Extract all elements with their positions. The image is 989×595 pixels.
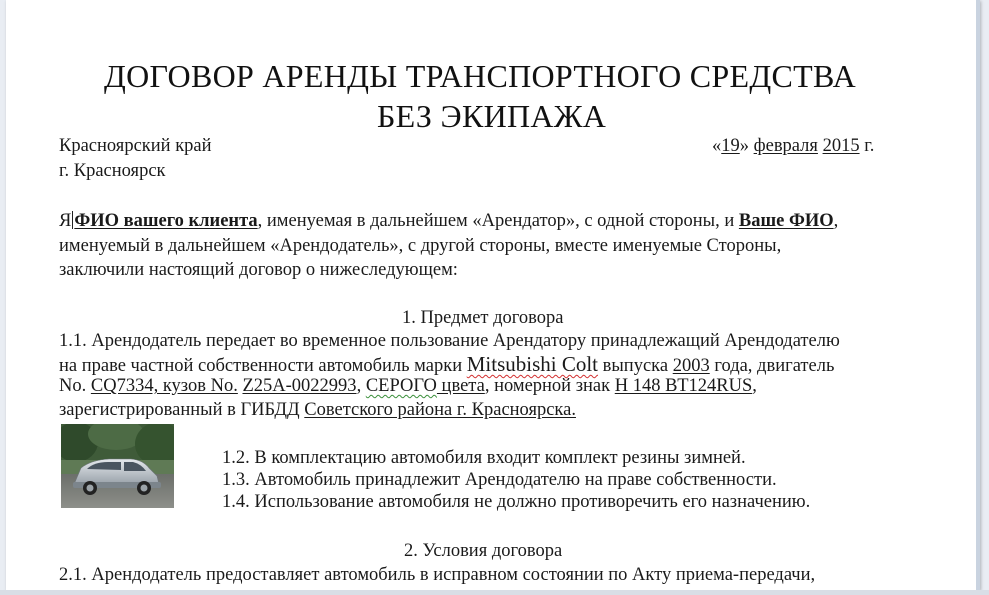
client-name-field[interactable]: ФИО вашего клиента <box>74 211 258 231</box>
region-text: Красноярский край <box>59 136 212 156</box>
car-color-field[interactable]: СЕРОГО <box>365 376 437 396</box>
car-photo[interactable] <box>61 424 174 508</box>
clause-1-1-line3: No. CQ7334, кузов No. Z25A-0022993, СЕРОГО цвета, номерной знак Н 148 ВТ124RUS, <box>59 376 757 396</box>
intro-line3: заключили настоящий договор о нижеследующем: <box>59 260 458 280</box>
intro-line2: именуемый в дальнейшем «Арендодатель», с другой стороны, вместе именуемые Стороны, <box>59 236 782 256</box>
section1-heading: 1. Предмет договора <box>402 308 564 328</box>
your-name-field[interactable]: Ваше ФИО <box>738 211 834 231</box>
clause-1-3: 1.3. Автомобиль принадлежит Арендодателю на праве собственности. <box>222 470 777 490</box>
section2-heading: 2. Условия договора <box>404 541 563 561</box>
clause-1-4: 1.4. Использование автомобиля не должно противоречить его назначению. <box>222 492 811 512</box>
document-page <box>6 0 980 590</box>
date-day[interactable]: 19 <box>721 136 740 156</box>
registration-district-field[interactable]: Советского района г. Красноярска. <box>304 400 576 420</box>
contract-date: «19» февраля 2015 г. <box>712 136 875 156</box>
license-plate-field[interactable]: Н 148 ВТ124RUS <box>614 376 753 396</box>
city-text: г. Красноярск <box>59 161 166 181</box>
window-bottom-edge <box>0 590 989 595</box>
date-month[interactable]: февраля <box>753 136 818 156</box>
intro-line1: Я ФИО вашего клиента, именуемая в дальнейшем «Арендатор», с одной стороны, и Ваше ФИО, <box>59 211 839 231</box>
clause-2-1: 2.1. Арендодатель предоставляет автомобиль в исправном состоянии по Акту приема-передачи, <box>59 565 816 585</box>
engine-number-field[interactable]: CQ7334, кузов No. <box>90 376 238 396</box>
document-title-line1: ДОГОВОР АРЕНДЫ ТРАНСПОРТНОГО СРЕДСТВА <box>104 58 857 94</box>
clause-1-1-line2: на праве частной собственности автомобиль марки Mitsubishi Colt выпуска 2003 года, двигатель <box>59 352 835 376</box>
car-brand-field[interactable]: Mitsubishi Colt <box>466 352 599 376</box>
clause-1-1-line1: 1.1. Арендодатель передает во временное пользование Арендатору принадлежащий Арендодателю <box>59 331 840 351</box>
document-title-line2: БЕЗ ЭКИПАЖА <box>377 98 607 134</box>
clause-1-2: 1.2. В комплектацию автомобиля входит комплект резины зимней. <box>222 448 746 468</box>
clause-1-1-line4: зарегистрированный в ГИБДД Советского района г. Красноярска. <box>59 400 576 420</box>
date-year[interactable]: 2015 <box>822 136 860 156</box>
car-image-icon <box>61 424 174 508</box>
car-year-field[interactable]: 2003 <box>672 356 710 376</box>
page-right-edge <box>976 0 980 590</box>
body-number-field[interactable]: Z25A-0022993 <box>242 376 357 396</box>
